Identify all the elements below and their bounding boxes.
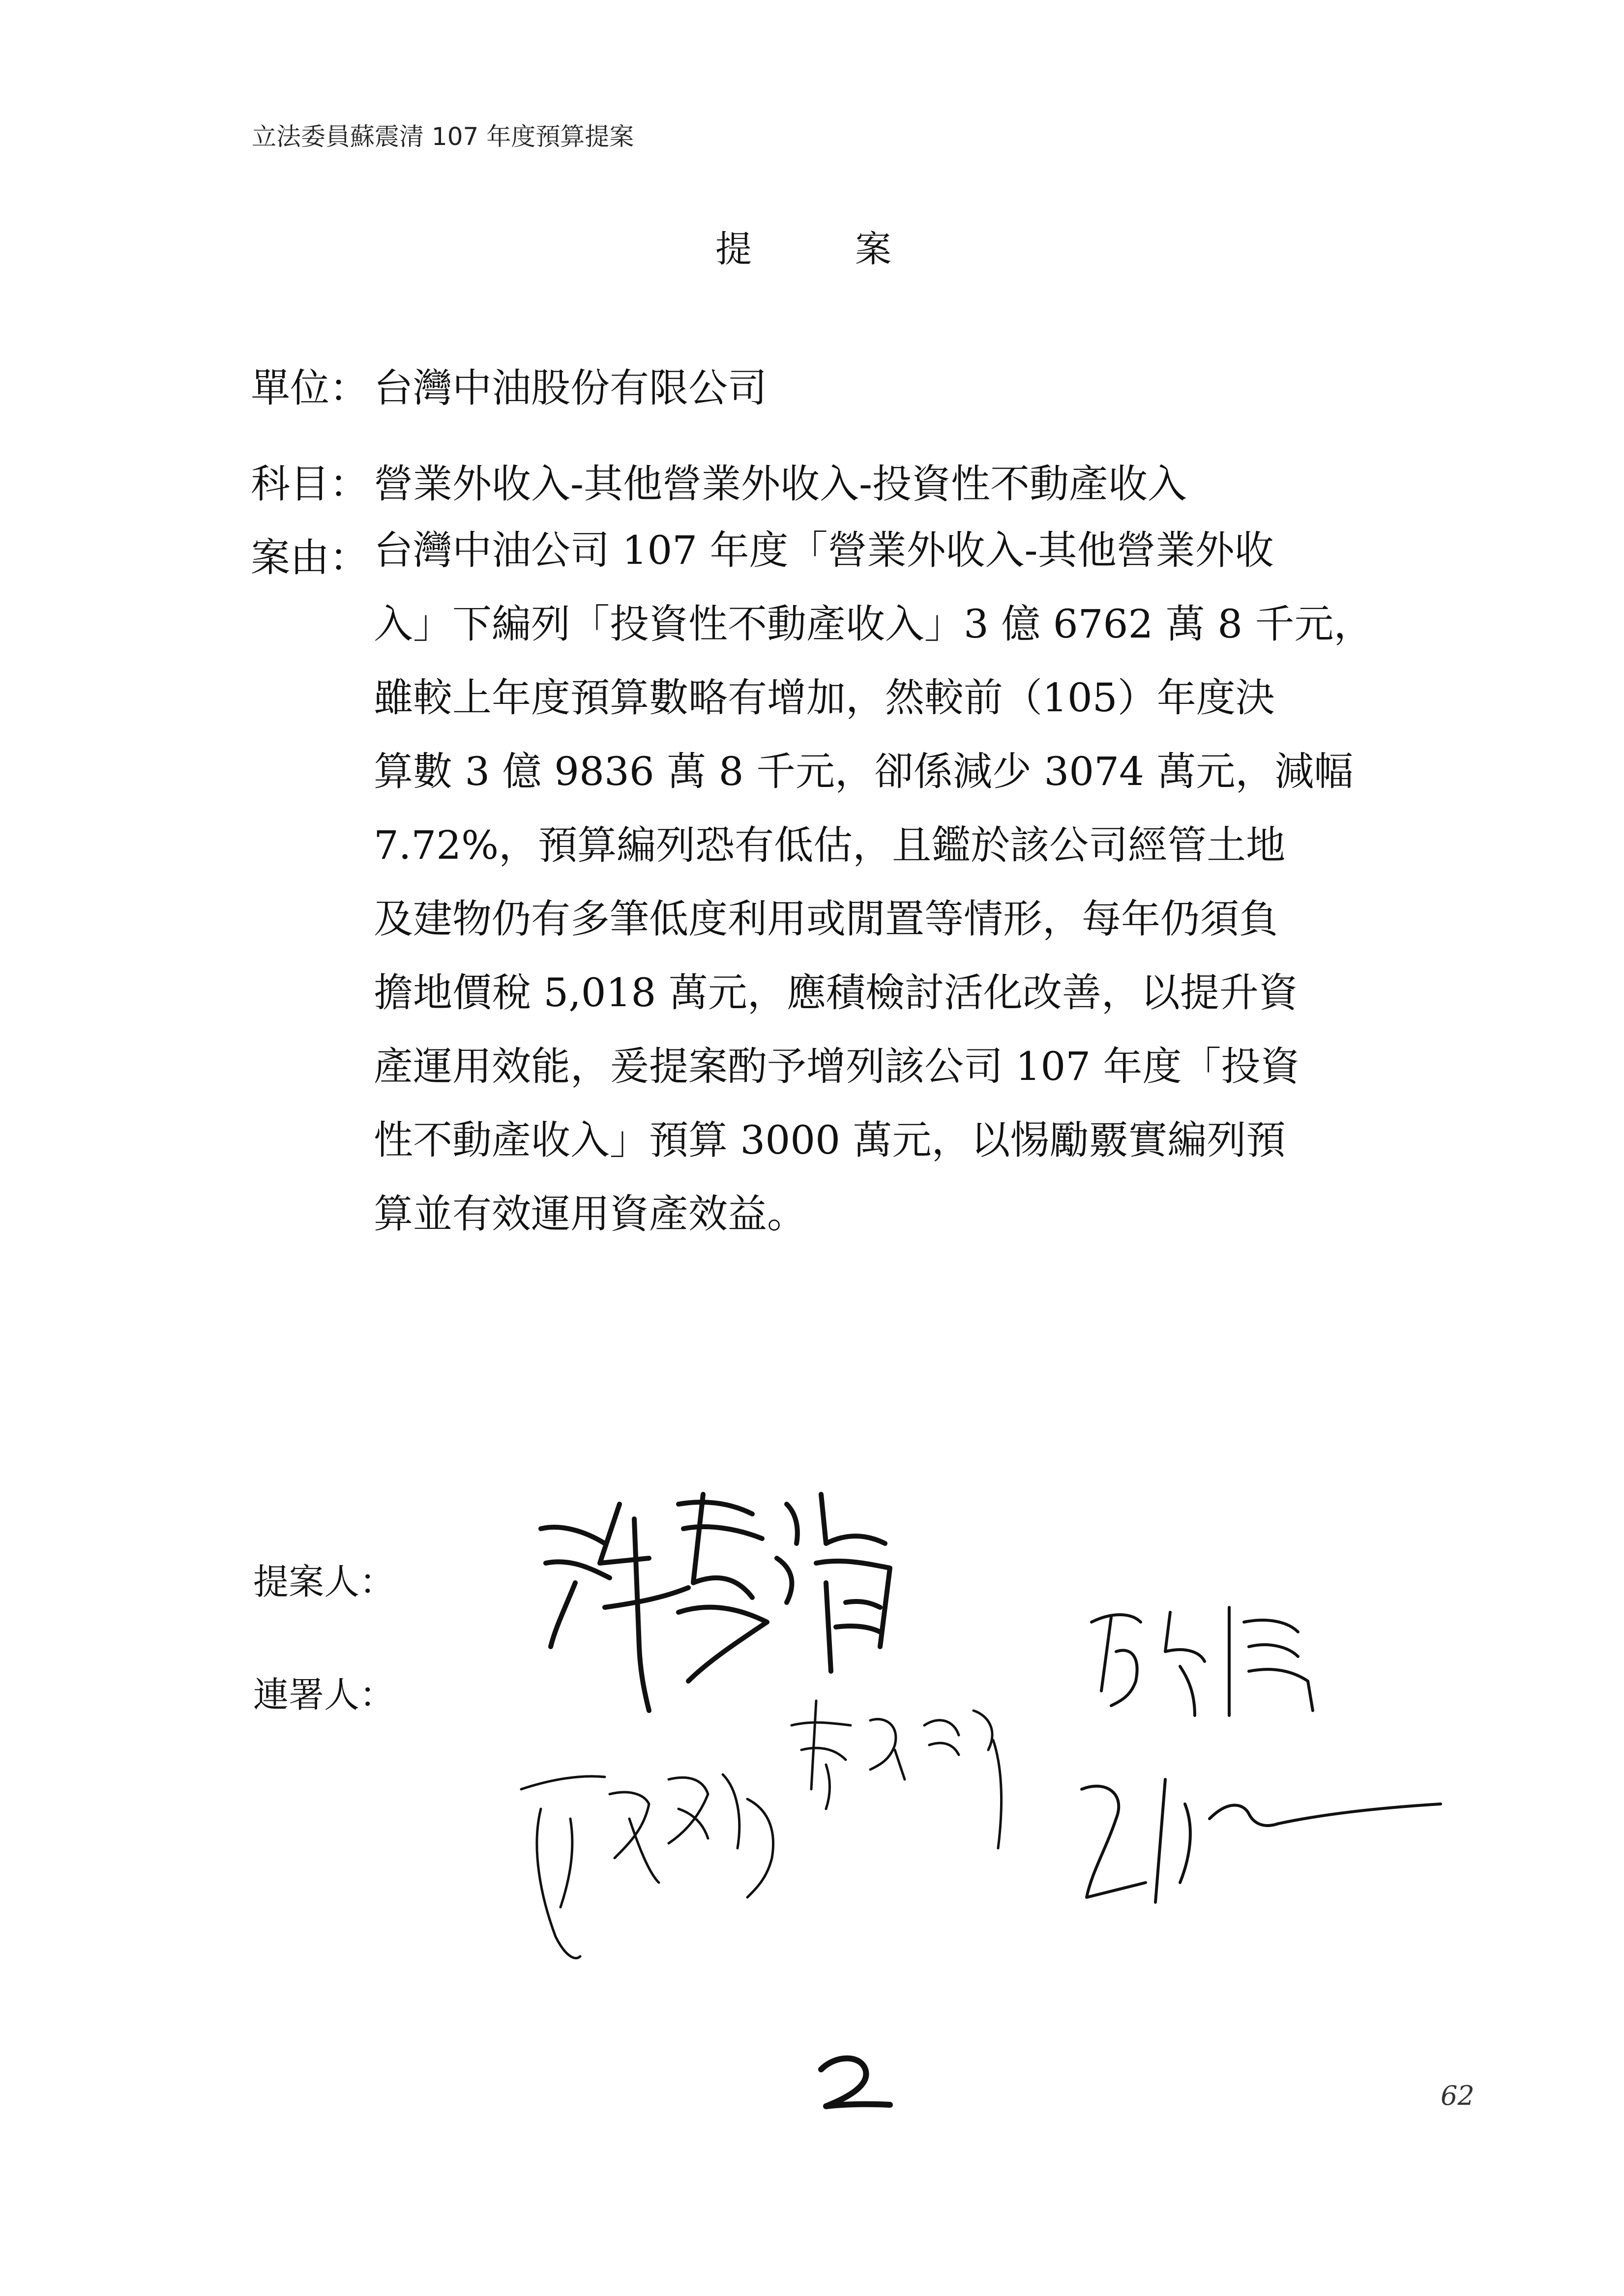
reason-line: 產運用效能，爰提案酌予增列該公司 107 年度「投資 [374,1044,1300,1089]
subject-label: 科目： [251,461,369,507]
cosigner-signature [782,1681,1037,1878]
corner-page-note: 62 [1441,2080,1475,2111]
subject-value: 營業外收入-其他營業外收入-投資性不動產收入 [374,461,1187,507]
reason-line: 算並有效運用資產效益。 [374,1191,806,1237]
reason-line: 性不動產收入」預算 3000 萬元，以惕勵覈實編列預 [374,1117,1286,1163]
reason-label: 案由： [251,535,369,581]
reason-line: 擔地價稅 5,018 萬元，應積檢討活化改善，以提升資 [374,970,1298,1016]
unit-value: 台灣中油股份有限公司 [374,365,767,411]
page-title: 提案 [715,228,995,270]
reason-line: 及建物仍有多筆低度利用或閒置等情形，每年仍須負 [374,896,1278,942]
reason-line: 雖較上年度預算數略有增加，然較前（105）年度決 [374,675,1275,721]
cosigner-label: 連署人： [253,1674,395,1715]
subject-field [251,452,1187,509]
reason-line: 算數 3 億 9836 萬 8 千元，卻係減少 3074 萬元，減幅 [374,749,1354,794]
reason-text [374,526,1624,1263]
cosigner-signature [511,1750,816,1976]
reason-line: 台灣中油公司 107 年度「營業外收入-其他營業外收 [374,527,1274,573]
cosigner-signature [1082,1593,1337,1730]
unit-label: 單位： [251,365,369,411]
cosigner-signature [1067,1760,1450,1937]
document-header: 立法委員蘇震清 107 年度預算提案 [252,122,634,151]
unit-field [251,356,767,413]
reason-line: 7.72%，預算編列恐有低估，且鑑於該公司經管土地 [374,822,1286,868]
handwritten-page-number [806,2050,895,2116]
proposer-label: 提案人： [253,1561,395,1602]
reason-line: 入」下編列「投資性不動產收入」3 億 6762 萬 8 千元， [374,601,1373,647]
